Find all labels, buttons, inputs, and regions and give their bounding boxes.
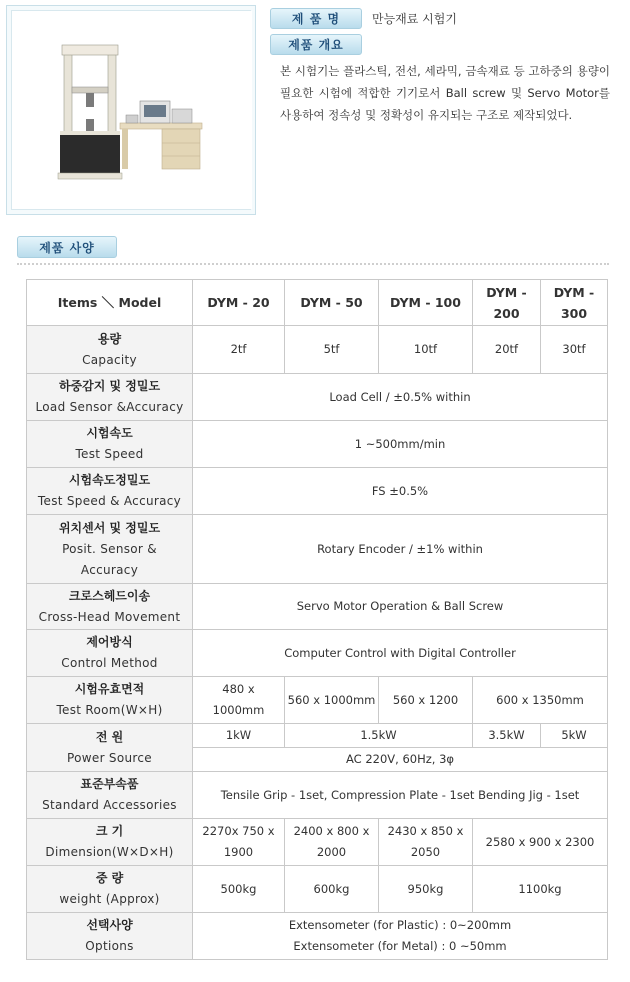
model-header: DYM - 20 [193, 280, 285, 326]
table-row [27, 421, 608, 468]
table-cell: 1 ~500mm/min [193, 421, 608, 468]
table-row [27, 280, 608, 326]
model-header: DYM - 100 [379, 280, 473, 326]
table-row [27, 374, 608, 421]
row-header-crosshead: 크로스헤드이송 Cross-Head Movement [27, 584, 193, 630]
product-photo-frame [6, 5, 256, 215]
row-header-test-room: 시험유효면적 Test Room(W×H) [27, 677, 193, 724]
table-cell: Computer Control with Digital Controller [193, 630, 608, 677]
product-overview-text: 본 시험기는 플라스틱, 전선, 세라믹, 금속재료 등 고하중의 용량이 필요한 시험에 적합한 기기로서 Ball screw 및 Servo Motor를 사용하여 정속성 및 정확성이 유지되는 구조로 제작되었다. [280, 64, 610, 122]
table-cell: 2430 x 850 x 2050 [379, 819, 473, 866]
table-cell: 1kW [193, 724, 285, 748]
table-cell: 20tf [473, 326, 541, 374]
row-header-power: 전 원 Power Source [27, 724, 193, 772]
table-cell: Extensometer (for Plastic) : 0~200mm Extensometer (for Metal) : 0 ~50mm [193, 913, 608, 960]
table-cell: Load Cell / ±0.5% within [193, 374, 608, 421]
table-cell: 2tf [193, 326, 285, 374]
table-cell: 560 x 1200 [379, 677, 473, 724]
row-header-posit-sensor: 위치센서 및 정밀도 Posit. Sensor & Accuracy [27, 515, 193, 584]
row-header-control: 제어방식 Control Method [27, 630, 193, 677]
spec-section-label: 제품 사양 [17, 236, 117, 258]
table-cell: 5kW [541, 724, 608, 748]
product-overview-label: 제품 개요 [270, 34, 362, 55]
product-name-value: 만능재료 시험기 [372, 11, 457, 26]
table-cell: 560 x 1000mm [285, 677, 379, 724]
row-header-load-sensor: 하중감지 및 정밀도 Load Sensor &Accuracy [27, 374, 193, 421]
row-header-dimension: 크 기 Dimension(W×D×H) [27, 819, 193, 866]
table-cell: 1.5kW [285, 724, 473, 748]
table-row [27, 468, 608, 515]
header-items-model: Items ＼ Model [27, 280, 193, 326]
table-row [27, 584, 608, 630]
table-row [27, 866, 608, 913]
table-cell: 2270x 750 x 1900 [193, 819, 285, 866]
row-header-test-speed: 시험속도 Test Speed [27, 421, 193, 468]
product-photo [11, 10, 251, 210]
table-cell: 30tf [541, 326, 608, 374]
row-header-speed-accuracy: 시험속도정밀도 Test Speed & Accuracy [27, 468, 193, 515]
table-cell: Rotary Encoder / ±1% within [193, 515, 608, 584]
table-cell: 480 x 1000mm [193, 677, 285, 724]
table-cell: 2400 x 800 x 2000 [285, 819, 379, 866]
table-row [27, 326, 608, 374]
table-cell: 10tf [379, 326, 473, 374]
table-row [27, 677, 608, 724]
product-info [270, 6, 615, 126]
table-row [27, 515, 608, 584]
model-header: DYM - 50 [285, 280, 379, 326]
row-header-options: 선택사양 Options [27, 913, 193, 960]
table-cell: 600 x 1350mm [473, 677, 608, 724]
table-cell: 500kg [193, 866, 285, 913]
table-cell: 3.5kW [473, 724, 541, 748]
table-row [27, 819, 608, 866]
table-cell: 2580 x 900 x 2300 [473, 819, 608, 866]
table-row [27, 630, 608, 677]
section-divider [17, 263, 609, 265]
table-cell: 600kg [285, 866, 379, 913]
table-cell: 1100kg [473, 866, 608, 913]
table-cell: 5tf [285, 326, 379, 374]
product-name-label: 제 품 명 [270, 8, 362, 29]
table-cell: Tensile Grip - 1set, Compression Plate - 1set Bending Jig - 1set [193, 772, 608, 819]
spec-table [26, 279, 608, 960]
table-cell: Servo Motor Operation & Ball Screw [193, 584, 608, 630]
row-header-capacity: 용량 Capacity [27, 326, 193, 374]
row-header-accessories: 표준부속품 Standard Accessories [27, 772, 193, 819]
table-row [27, 913, 608, 960]
model-header: DYM - 300 [541, 280, 608, 326]
table-cell: 950kg [379, 866, 473, 913]
testing-machine-image [12, 11, 252, 209]
table-cell: AC 220V, 60Hz, 3φ [193, 748, 608, 772]
table-row [27, 772, 608, 819]
row-header-weight: 중 량 weight (Approx) [27, 866, 193, 913]
table-cell: FS ±0.5% [193, 468, 608, 515]
model-header: DYM - 200 [473, 280, 541, 326]
table-row [27, 724, 608, 748]
